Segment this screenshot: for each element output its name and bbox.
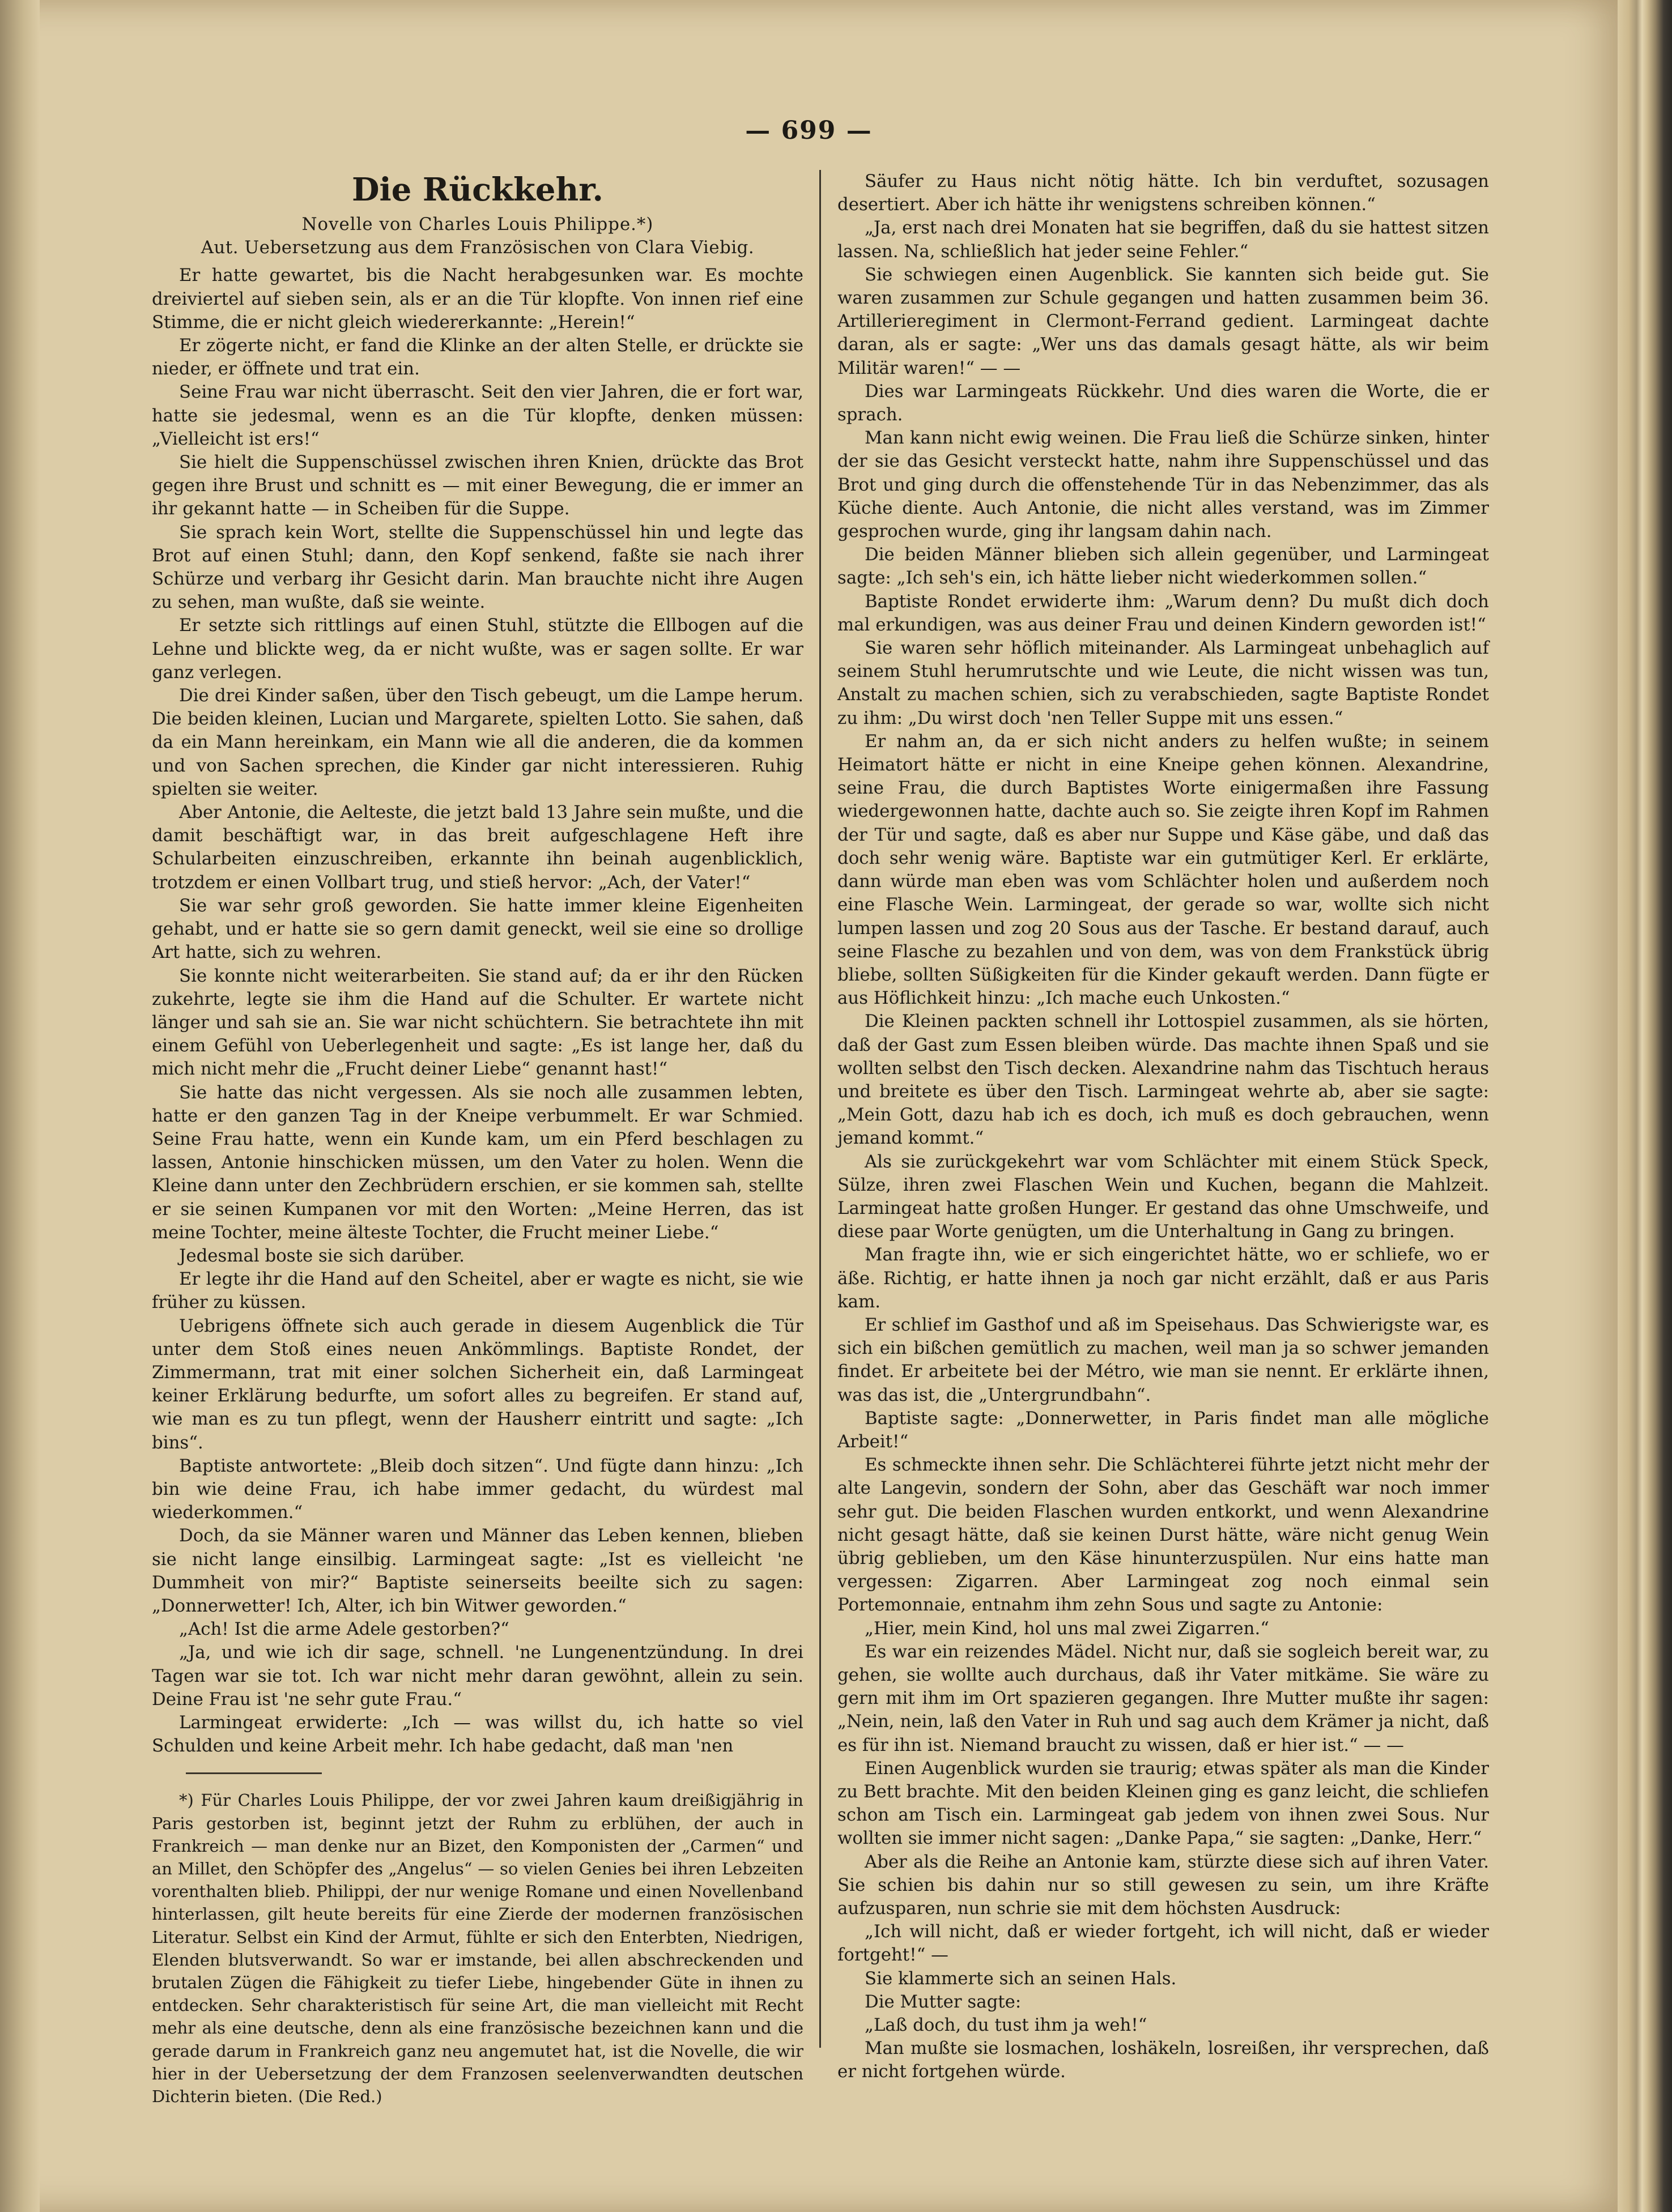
paragraph: Es war ein reizendes Mädel. Nicht nur, daß sie sogleich bereit war, zu gehen, sie wollte auch durchaus, daß ihr Vater mitkäme. Sie wäre zu gern mit ihm im Ort spazieren gegangen. Ihre Mutter mußte ihr sagen: „Nein, nein, laß den Vater in Ruh und sag auch dem Krämer ja nicht, daß es für ihn ist. Niemand braucht zu wissen, daß er hier ist.“ — — [837,1641,1489,1755]
paragraph: Er hatte gewartet, bis die Nacht herabgesunken war. Es mochte dreiviertel auf sieben sein, als er an die Tür klopfte. Von innen rief eine Stimme, die er nicht gleich wiedererkannte: „Herein!“ [152,265,803,333]
paragraph: Sie sprach kein Wort, stellte die Suppenschüssel hin und legte das Brot auf einen Stuhl; dann, den Kopf senkend, faßte sie nach ihrer Schürze und verbarg ihr Gesicht darin. Man brauchte nicht ihre Augen zu sehen, man wußte, daß sie weinte. [152,522,803,613]
paragraph: Larmingeat erwiderte: „Ich — was willst du, ich hatte so viel Schulden und keine Arbeit mehr. Ich habe gedacht, daß man 'nen [152,1712,803,1757]
paragraph: Sie waren sehr höflich miteinander. Als Larmingeat unbehaglich auf seinem Stuhl herumrutschte und wie Leute, die nicht wissen was tun, Anstalt zu machen schien, sich zu verabschieden, sagte Baptiste Rondet zu ihm: „Du wirst doch 'nen Teller Suppe mit uns essen.“ [837,638,1489,728]
paragraph: Säufer zu Haus nicht nötig hätte. Ich bin verduftet, sozusagen desertiert. Aber ich hätte ihr wenigstens schreiben können.“ [837,171,1489,215]
column-divider [819,170,821,2048]
paragraph: Baptiste antwortete: „Bleib doch sitzen“. Und fügte dann hinzu: „Ich bin wie deine Frau, ich habe immer gedacht, du würdest mal wiederkommen.“ [152,1455,803,1523]
paragraph: Es schmeckte ihnen sehr. Die Schlächterei führte jetzt nicht mehr der alte Langevin, sondern der Sohn, aber das Geschäft war noch immer sehr gut. Die beiden Flaschen wurden entkorkt, und wenn Alexandrine nicht gesagt hätte, daß sie keinen Durst hätte, wäre nicht genug Wein übrig geblieben, um den Käse hinunterzuspülen. Nur eins hatte man vergessen: Zigarren. Aber Larmingeat zog noch einmal sein Portemonnaie, entnahm ihm zehn Sous und sagte zu Antonie: [837,1455,1489,1616]
paragraph: Jedesmal boste sie sich darüber. [179,1245,465,1266]
paragraph: Die Kleinen packten schnell ihr Lottospiel zusammen, als sie hörten, daß der Gast zum Essen bleiben würde. Das machte ihnen Spaß und sie wollten selbst den Tisch decken. Alexandrine nahm das Tischtuch heraus und breitete es über den Tisch. Larmingeat wehrte ab, aber sie sagte: „Mein Gott, dazu hab ich es doch, ich muß es doch gebrauchen, wenn jemand kommt.“ [837,1011,1489,1149]
paragraph: Er setzte sich rittlings auf einen Stuhl, stützte die Ellbogen auf die Lehne und blickte weg, da er nicht wußte, was er sagen sollte. Er war ganz verlegen. [152,615,803,683]
paragraph: Baptiste Rondet erwiderte ihm: „Warum denn? Du mußt dich doch mal erkundigen, was aus deiner Frau und deinen Kindern geworden ist!“ [837,591,1489,635]
paragraph: Sie war sehr groß geworden. Sie hatte immer kleine Eigenheiten gehabt, und er hatte sie so gern damit geneckt, weil sie eine so drollige Art hatte, sich zu wehren. [152,895,803,963]
paragraph: Die Mutter sagte: [865,1991,1022,2012]
paragraph: Einen Augenblick wurden sie traurig; etwas später als man die Kinder zu Bett brachte. Mit den beiden Kleinen ging es ganz leicht, die schliefen schon am Tisch ein. Larmingeat gab jedem von ihnen zwei Sous. Nur wollten sie immer nicht sagen: „Danke Papa,“ sie sagten: „Danke, Herr.“ [837,1758,1489,1849]
paragraph: Sie hielt die Suppenschüssel zwischen ihren Knien, drückte das Brot gegen ihre Brust und schnitt es — mit einer Bewegung, die er immer an ihr gekannt hatte — in Scheiben für die Suppe. [152,452,803,519]
paragraph: Sie hatte das nicht vergessen. Als sie noch alle zusammen lebten, hatte er den ganzen Tag in der Kneipe verbummelt. Er war Schmied. Seine Frau hatte, wenn ein Kunde kam, um ein Pferd beschlagen zu lassen, Antonie hinschicken müssen, um den Vater zu holen. Wenn die Kleine dann unter den Zechbrüdern erschien, er sie kommen sah, stellte er sie seinen Kumpanen vor mit den Worten: „Meine Herren, das ist meine Tochter, meine älteste Tochter, die Frucht meiner Liebe.“ [152,1082,803,1243]
paragraph: Doch, da sie Männer waren und Männer das Leben kennen, blieben sie nicht lange einsilbig. Larmingeat sagte: „Ist es vielleicht 'ne Dummheit von mir?“ Baptiste seinerseits beeilte sich zu sagen: „Donnerwetter! Ich, Alter, ich bin Witwer geworden.“ [152,1525,803,1616]
paragraph: Dies war Larmingeats Rückkehr. Und dies waren die Worte, die er sprach. [837,381,1489,425]
paragraph: „Laß doch, du tust ihm ja weh!“ [865,2015,1147,2036]
right-column-paragraphs [837,170,1489,2084]
paragraph: „Ich will nicht, daß er wieder fortgeht, ich will nicht, daß er wieder fortgeht!“ — [837,1921,1489,1966]
page-number: — 699 — [745,116,873,145]
paragraph: Er nahm an, da er sich nicht anders zu helfen wußte; in seinem Heimatort hätte er nicht in eine Kneipe gehen können. Alexandrine, seine Frau, die durch Baptistes Worte einigermaßen ihre Fassung wiedergewonnen hatte, dachte auch so. Sie zeigte ihren Kopf im Rahmen der Tür und sagte, daß es aber nur Suppe und Käse gäbe, und daß das doch sehr wenig wäre. Baptiste war ein gutmütiger Kerl. Er erklärte, dann würde man eben was vom Schlächter holen und außerdem noch eine Flasche Wein. Larmingeat, der gerade so war, wollte sich nicht lumpen lassen und zog 20 Sous aus der Tasche. Er bestand darauf, auch seine Flasche zu bezahlen und von dem, was von dem Frankstück übrig bliebe, sollten Süßigkeiten für die Kinder gekauft werden. Dann fügte er aus Höflichkeit hinzu: „Ich mache euch Unkosten.“ [837,731,1489,1009]
left-column-paragraphs [152,264,803,1758]
paragraph: Aber als die Reihe an Antonie kam, stürzte diese sich auf ihren Vater. Sie schien bis dahin nur so still gewesen zu sein, um ihre Kräfte aufzusparen, nun schrie sie mit dem höchsten Ausdruck: [837,1851,1489,1919]
footnote-rule [186,1772,322,1774]
paragraph: Die beiden Männer blieben sich allein gegenüber, und Larmingeat sagte: „Ich seh's ein, ich hätte lieber nicht wiederkommen sollen.“ [837,544,1489,589]
page-gutter [0,0,40,2212]
footnote: *) Für Charles Louis Philippe, der vor zwei Jahren kaum dreißigjährig in Paris gestorben ist, beginnt jetzt der Ruhm zu erblühen, der auch in Frankreich — man denke nur an Bizet, den Komponisten der „Carmen“ und an Millet, den Schöpfer des „Angelus“ — so vielen Genies bei ihren Lebzeiten vorenthalten blieb. Philippi, der nur wenige Romane und einen Novellenband hinterlassen, gilt heute bereits für eine Zierde der modernen französischen Literatur. Selbst ein Kind der Armut, fühlte er sich den Enterbten, Niedrigen, Elenden blutsverwandt. So war er imstande, bei allen abschreckenden und brutalen Zügen die Fähigkeit zu tiefer Liebe, hingebender Güte in ihnen zu entdecken. Sehr charakteristisch für seine Art, die man vielleicht mit Recht mehr als eine deutsche, denn als eine französische bezeichnen kann und die gerade darum in Frankreich ganz neu angemutet hat, ist die Novelle, die wir hier in der Uebersetzung der dem Franzosen seelenverwandten deutschen Dichterin bieten. (Die Red.) [152,1791,803,2107]
paragraph: „Ach! Ist die arme Adele gestorben?“ [179,1619,509,1640]
paragraph: Er schlief im Gasthof und aß im Speisehaus. Das Schwierigste war, es sich ein bißchen gemütlich zu machen, weil man ja so schwer jemanden findet. Er arbeitete bei der Métro, wie man sie nennt. Er erklärte ihnen, was das ist, die „Untergrundbahn“. [837,1314,1489,1405]
paragraph: Man fragte ihn, wie er sich eingerichtet hätte, wo er schliefe, wo er äße. Richtig, er hatte ihnen ja noch gar nicht erzählt, daß er aus Paris kam. [837,1244,1489,1312]
paragraph: Sie klammerte sich an seinen Hals. [865,1968,1177,1989]
right-column [837,170,1489,2084]
paragraph: Sie schwiegen einen Augenblick. Sie kannten sich beide gut. Sie waren zusammen zur Schule gegangen und hatten zusammen beim 36. Artillerieregiment in Clermont-Ferrand gedient. Larmingeat dachte daran, als er sagte: „Wer uns das damals gesagt hätte, als wir beim Militär waren!“ — — [837,264,1489,378]
paragraph: „Ja, und wie ich dir sage, schnell. 'ne Lungenentzündung. In drei Tagen war sie tot. Ich war nicht mehr daran gewöhnt, allein zu sein. Deine Frau ist 'ne sehr gute Frau.“ [152,1642,803,1710]
article-subtitle: Novelle von Charles Louis Philippe.*) [301,214,654,235]
paragraph: Er legte ihr die Hand auf den Scheitel, aber er wagte es nicht, sie wie früher zu küssen. [152,1269,803,1313]
paragraph: „Ja, erst nach drei Monaten hat sie begriffen, daß du sie hattest sitzen lassen. Na, schließlich hat jeder seine Fehler.“ [837,218,1489,262]
paragraph: Seine Frau war nicht überrascht. Seit den vier Jahren, die er fort war, hatte sie jedesmal, wenn es an die Tür klopfte, denken müssen: „Vielleicht ist ers!“ [152,382,803,449]
translation-note: Aut. Uebersetzung aus dem Französischen von Clara Viebig. [201,237,755,258]
book-binding-edge [1618,0,1672,2212]
paragraph: Man kann nicht ewig weinen. Die Frau ließ die Schürze sinken, hinter der sie das Gesicht versteckt hatte, nahm ihre Suppenschüssel und das Brot und ging durch die offenstehende Tür in das Nebenzimmer, das als Küche diente. Auch Antonie, die nicht alles verstand, was im Zimmer gesprochen wurde, ging ihr langsam dahin nach. [837,428,1489,542]
paragraph: Man mußte sie losmachen, loshäkeln, losreißen, ihr versprechen, daß er nicht fortgehen würde. [837,2038,1489,2082]
paragraph: Die drei Kinder saßen, über den Tisch gebeugt, um die Lampe herum. Die beiden kleinen, Lucian und Margarete, spielten Lotto. Sie sahen, daß da ein Mann hereinkam, ein Mann wie all die anderen, die da kommen und von Sachen sprechen, die Kinder gar nicht interessieren. Ruhig spielten sie weiter. [152,685,803,799]
paragraph: Sie konnte nicht weiterarbeiten. Sie stand auf; da er ihr den Rücken zukehrte, legte sie ihm die Hand auf die Schulter. Er wartete nicht länger und sah sie an. Sie war nicht schüchtern. Sie betrachtete ihn mit einem Gefühl von Ueberlegenheit und sagte: „Es ist lange her, daß du mich nicht mehr die „Frucht deiner Liebe“ genannt hast!“ [152,965,803,1080]
paragraph: Als sie zurückgekehrt war vom Schlächter mit einem Stück Speck, Sülze, ihren zwei Flaschen Wein und Kuchen, begann die Mahlzeit. Larmingeat hatte großen Hunger. Er gestand das ohne Umschweife, und diese paar Worte genügten, um die Unterhaltung in Gang zu bringen. [837,1151,1489,1242]
article-title: Die Rückkehr. [351,171,604,208]
left-column [152,170,803,2108]
paragraph: Aber Antonie, die Aelteste, die jetzt bald 13 Jahre sein mußte, und die damit beschäftigt war, in das breit aufgeschlagene Heft ihre Schularbeiten einzuschreiben, erkannte ihn beinah augenblicklich, trotzdem er einen Vollbart trug, und stieß hervor: „Ach, der Vater!“ [152,802,803,893]
paragraph: „Hier, mein Kind, hol uns mal zwei Zigarren.“ [865,1618,1269,1639]
paragraph: Er zögerte nicht, er fand die Klinke an der alten Stelle, er drückte sie nieder, er öffnete und trat ein. [152,335,803,380]
paragraph: Uebrigens öffnete sich auch gerade in diesem Augenblick die Tür unter dem Stoß eines neuen Ankömmlings. Baptiste Rondet, der Zimmermann, trat mit einer solchen Sicherheit ein, daß Larmingeat keiner Erklärung bedurfte, um sofort alles zu begreifen. Er stand auf, wie man es zu tun pflegt, wenn der Hausherr eintritt und sagte: „Ich bins“. [152,1315,803,1453]
paragraph: Baptiste sagte: „Donnerwetter, in Paris findet man alle mögliche Arbeit!“ [837,1408,1489,1452]
